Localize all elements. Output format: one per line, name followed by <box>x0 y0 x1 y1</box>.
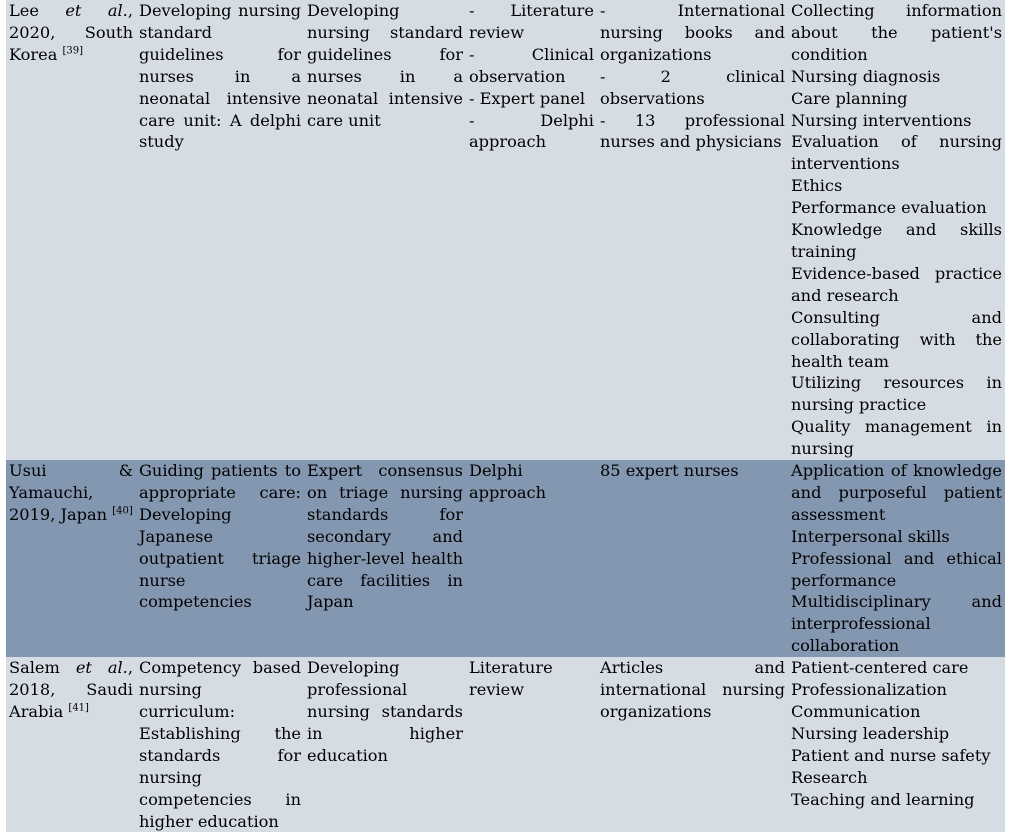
study-title-cell: Guiding patients to appropriate care: Developing Japanese outpatient triage nurse competencies <box>136 460 304 657</box>
source-item: Articles and international nursing organizations <box>600 658 785 721</box>
standard-item: Collecting information about the patient's condition <box>791 1 1002 64</box>
standard-item: Nursing diagnosis <box>791 66 941 86</box>
standard-item: Nursing leadership <box>791 723 950 743</box>
standard-item: Patient-centered care <box>791 658 969 678</box>
sources-cell <box>597 0 788 460</box>
study-aim-cell: Expert consensus on triage nursing standards for secondary and higher-level health care facilities in Japan <box>304 460 466 657</box>
author-text: Usui & Yamauchi, 2019, Japan <box>9 461 133 524</box>
source-item: - 2 clinical observations <box>600 66 785 108</box>
standard-item: Evaluation of nursing interventions <box>791 132 1002 174</box>
author-text: Salem <box>9 658 76 678</box>
author-et-al: et al. <box>65 1 128 20</box>
sources-cell <box>597 460 788 657</box>
standard-item: Evidence-based practice and research <box>791 263 1002 305</box>
standard-item: Professionalization <box>791 680 947 700</box>
standard-item: Utilizing resources in nursing practice <box>791 373 1002 415</box>
standard-item: Knowledge and skills training <box>791 220 1002 261</box>
author-cell <box>6 657 136 832</box>
standard-item: Performance evaluation <box>791 198 987 218</box>
study-title-cell: Competency based nursing curriculum: Establishing the standards for nursing competencies in higher education <box>136 657 304 832</box>
standards-cell <box>788 460 1005 657</box>
standard-item: Research <box>791 767 868 787</box>
method-cell <box>466 657 597 832</box>
method-item: - Expert panel <box>469 88 586 108</box>
author-cell <box>6 0 136 460</box>
standards-cell <box>788 0 1005 460</box>
standard-item: Interpersonal skills <box>791 526 950 546</box>
standard-item: Teaching and learning <box>791 789 975 809</box>
reference-number: [39] <box>62 45 84 57</box>
method-item: - Literature review <box>469 1 594 42</box>
reference-number: [40] <box>112 505 133 517</box>
standard-item: Multidisciplinary and interprofessional collaboration <box>791 592 1002 656</box>
standard-item: Consulting and collaborating with the health team <box>791 307 1002 371</box>
table-row <box>6 460 1005 657</box>
standard-item: Application of knowledge and purposeful patient assessment <box>791 461 1002 524</box>
method-cell <box>466 0 597 460</box>
method-cell <box>466 460 597 657</box>
author-year-country: , 2018, Saudi Arabia <box>9 658 133 721</box>
reference-number: [41] <box>68 702 89 714</box>
standards-cell <box>788 657 1005 832</box>
study-aim-cell: Developing professional nursing standards in higher education <box>304 657 466 832</box>
method-item: Literature review <box>469 658 553 700</box>
study-title-cell: Developing nursing standard guidelines for nurses in a neonatal intensive care unit: A delphi study <box>136 0 304 460</box>
standard-item: Patient and nurse safety <box>791 745 991 765</box>
method-item: Delphi approach <box>469 461 547 502</box>
table-row <box>6 657 1005 832</box>
author-text: Lee <box>9 1 66 20</box>
studies-table <box>6 0 1005 832</box>
standard-item: Professional and ethical performance <box>791 548 1002 590</box>
method-item: - Delphi approach <box>469 110 594 152</box>
sources-cell <box>597 657 788 832</box>
source-item: - International nursing books and organizations <box>600 1 785 64</box>
method-item: - Clinical observation <box>469 44 594 86</box>
source-item: 85 expert nurses <box>600 461 739 481</box>
standard-item: Nursing interventions <box>791 110 972 130</box>
source-item: - 13 professional nurses and physicians <box>600 110 785 152</box>
standard-item: Communication <box>791 702 921 721</box>
standard-item: Care planning <box>791 88 908 108</box>
author-year-country: , 2020, South Korea <box>9 1 133 64</box>
standard-item: Ethics <box>791 176 843 196</box>
study-aim-cell: Developing nursing standard guidelines for nurses in a neonatal intensive care unit <box>304 0 466 460</box>
author-cell <box>6 460 136 657</box>
table-row <box>6 0 1005 460</box>
author-et-al: et al. <box>75 658 128 678</box>
standard-item: Quality management in nursing <box>791 417 1002 459</box>
